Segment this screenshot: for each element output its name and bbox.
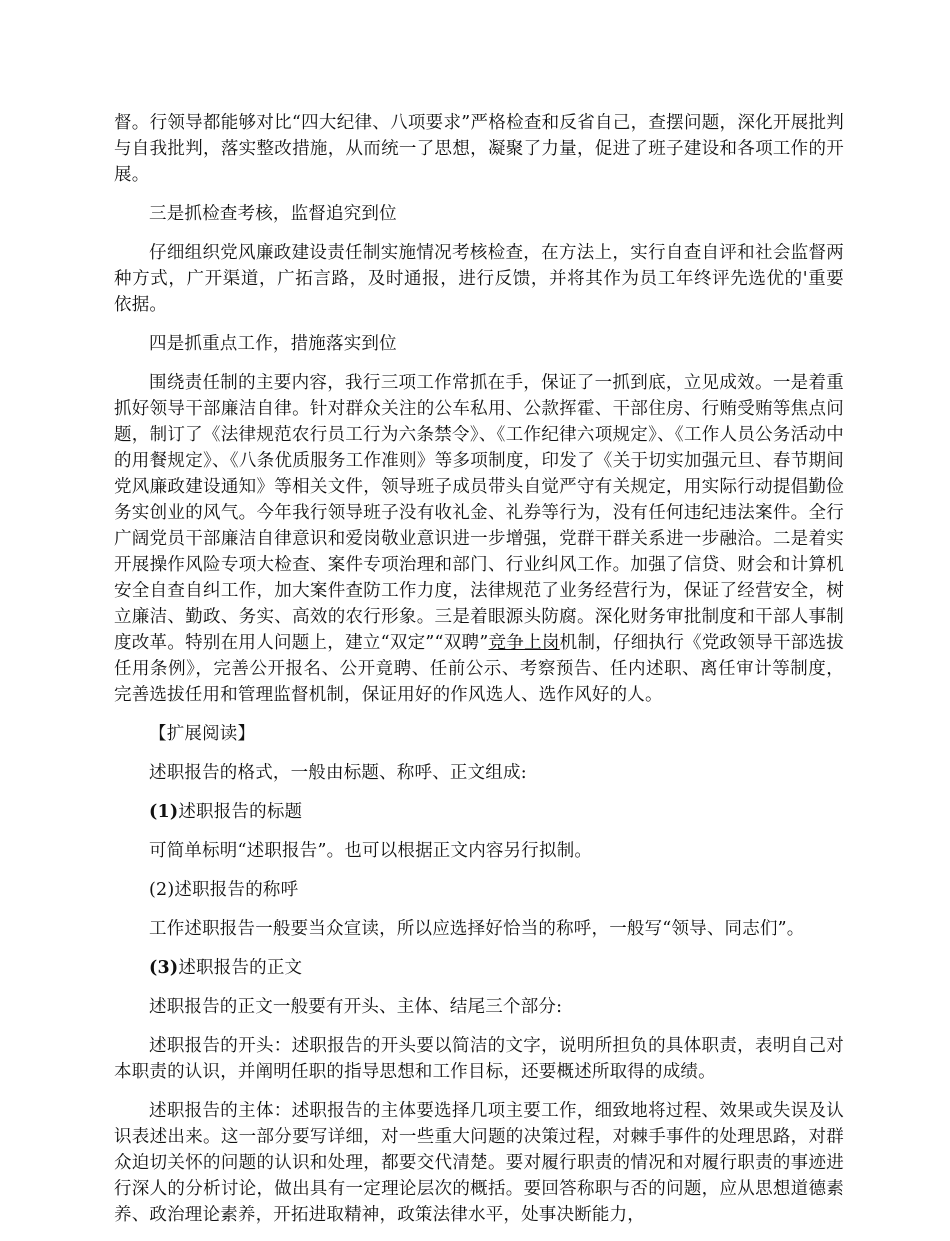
subheading-3-number: (3) (149, 958, 179, 978)
paragraph-1: 督。行领导都能够对比“四大纪律、八项要求”严格检查和反省自己，查摆问题，深化开展批判与自我批判，落实整改措施，从而统一了思想，凝聚了力量，促进了班子建设和各项工作的开展。 (114, 113, 844, 185)
extended-reading-heading: 【扩展阅读】 (149, 724, 256, 744)
paragraph-14: 述职报告的开头：述职报告的开头要以简洁的文字，说明所担负的具体职责，表明自己对本职责的认识，并阐明任职的指导思想和工作目标，还要概述所取得的成绩。 (114, 1036, 844, 1082)
paragraph-5 (114, 370, 844, 708)
paragraph-15: 述职报告的主体：述职报告的主体要选择几项主要工作，细致地将过程、效果或失误及认识表述出来。这一部分要写详细，对一些重大问题的决策过程，对棘手事件的处理思路，对群众迫切关怀的问题的认识和处理，都要交代清楚。要对履行职责的情况和对履行职责的事迹进行深人的分析讨论，做出具有一定理论层次的概括。要回答称职与否的问题，应从思想道德素养、政治理论素养，开拓进取精神，政策法律水平，处事决断能力， (114, 1101, 844, 1225)
section-heading-3: 三是抓检查考核，监督追究到位 (149, 204, 397, 224)
subheading-2-text: 述职报告的称呼 (174, 880, 299, 900)
subheading-1-text: 述职报告的标题 (178, 802, 303, 822)
subheading-3-text: 述职报告的正文 (178, 958, 303, 978)
subheading-3 (114, 955, 844, 981)
underlined-link-text[interactable]: 竞争上岗 (488, 633, 560, 653)
paragraph-5-part-a: 围绕责任制的主要内容，我行三项工作常抓在手，保证了一抓到底，立见成效。一是着重抓好领导干部廉洁自律。针对群众关注的公车私用、公款挥霍、干部住房、行贿受贿等焦点问题，制订了《法律规范农行员工行为六条禁令》、《工作纪律六项规定》、《工作人员公务活动中的用餐规定》、《八条优质服务工作准则》等多项制度，印发了《关于切实加强元旦、春节期间党风廉政建设通知》等相关文件，领导班子成员带头自觉严守有关规定，用实际行动提倡勤俭务实创业的风气。今年我行领导班子没有收礼金、礼券等行为，没有任何违纪违法案件。全行广阔党员干部廉洁自律意识和爱岗敬业意识进一步增强，党群干群关系进一步融洽。二是着实开展操作风险专项大检查、案件专项治理和部门、行业纠风工作。加强了信贷、财会和计算机安全自查自纠工作，加大案件查防工作力度，法律规范了业务经营行为，保证了经营安全，树立廉洁、勤政、务实、高效的农行形象。三是着眼源头防腐。深化财务审批制度和干部人事制度改革。特别在用人问题上，建立“双定”“双聘” (114, 373, 844, 653)
paragraph-13: 述职报告的正文一般要有开头、主体、结尾三个部分: (149, 997, 563, 1017)
document-page (114, 110, 844, 1241)
paragraph-11: 工作述职报告一般要当众宣读，所以应选择好恰当的称呼，一般写“领导、同志们”。 (149, 919, 805, 939)
paragraph-9: 可简单标明“述职报告”。也可以根据正文内容另行拟制。 (149, 841, 593, 861)
subheading-2 (114, 877, 844, 903)
paragraph-3: 仔细组织党风廉政建设责任制实施情况考核检查，在方法上，实行自查自评和社会监督两种方式，广开渠道，广拓言路，及时通报，进行反馈，并将其作为员工年终评先选优的'重要依据。 (114, 243, 844, 315)
paragraph-5-part-b: 机制，仔细执行《党政领导干部选拔任用条例》，完善公开报名、公开竟聘、任前公示、考察预告、任内述职、离任审计等制度，完善选拔任用和管理监督机制，保证用好的作风选人、选作风好的人。 (114, 633, 845, 705)
subheading-2-number: (2) (149, 880, 175, 900)
section-heading-4: 四是抓重点工作，措施落实到位 (149, 334, 397, 354)
subheading-1-number: (1) (149, 802, 179, 822)
paragraph-7: 述职报告的格式，一般由标题、称呼、正文组成: (149, 763, 527, 783)
subheading-1 (114, 799, 844, 825)
